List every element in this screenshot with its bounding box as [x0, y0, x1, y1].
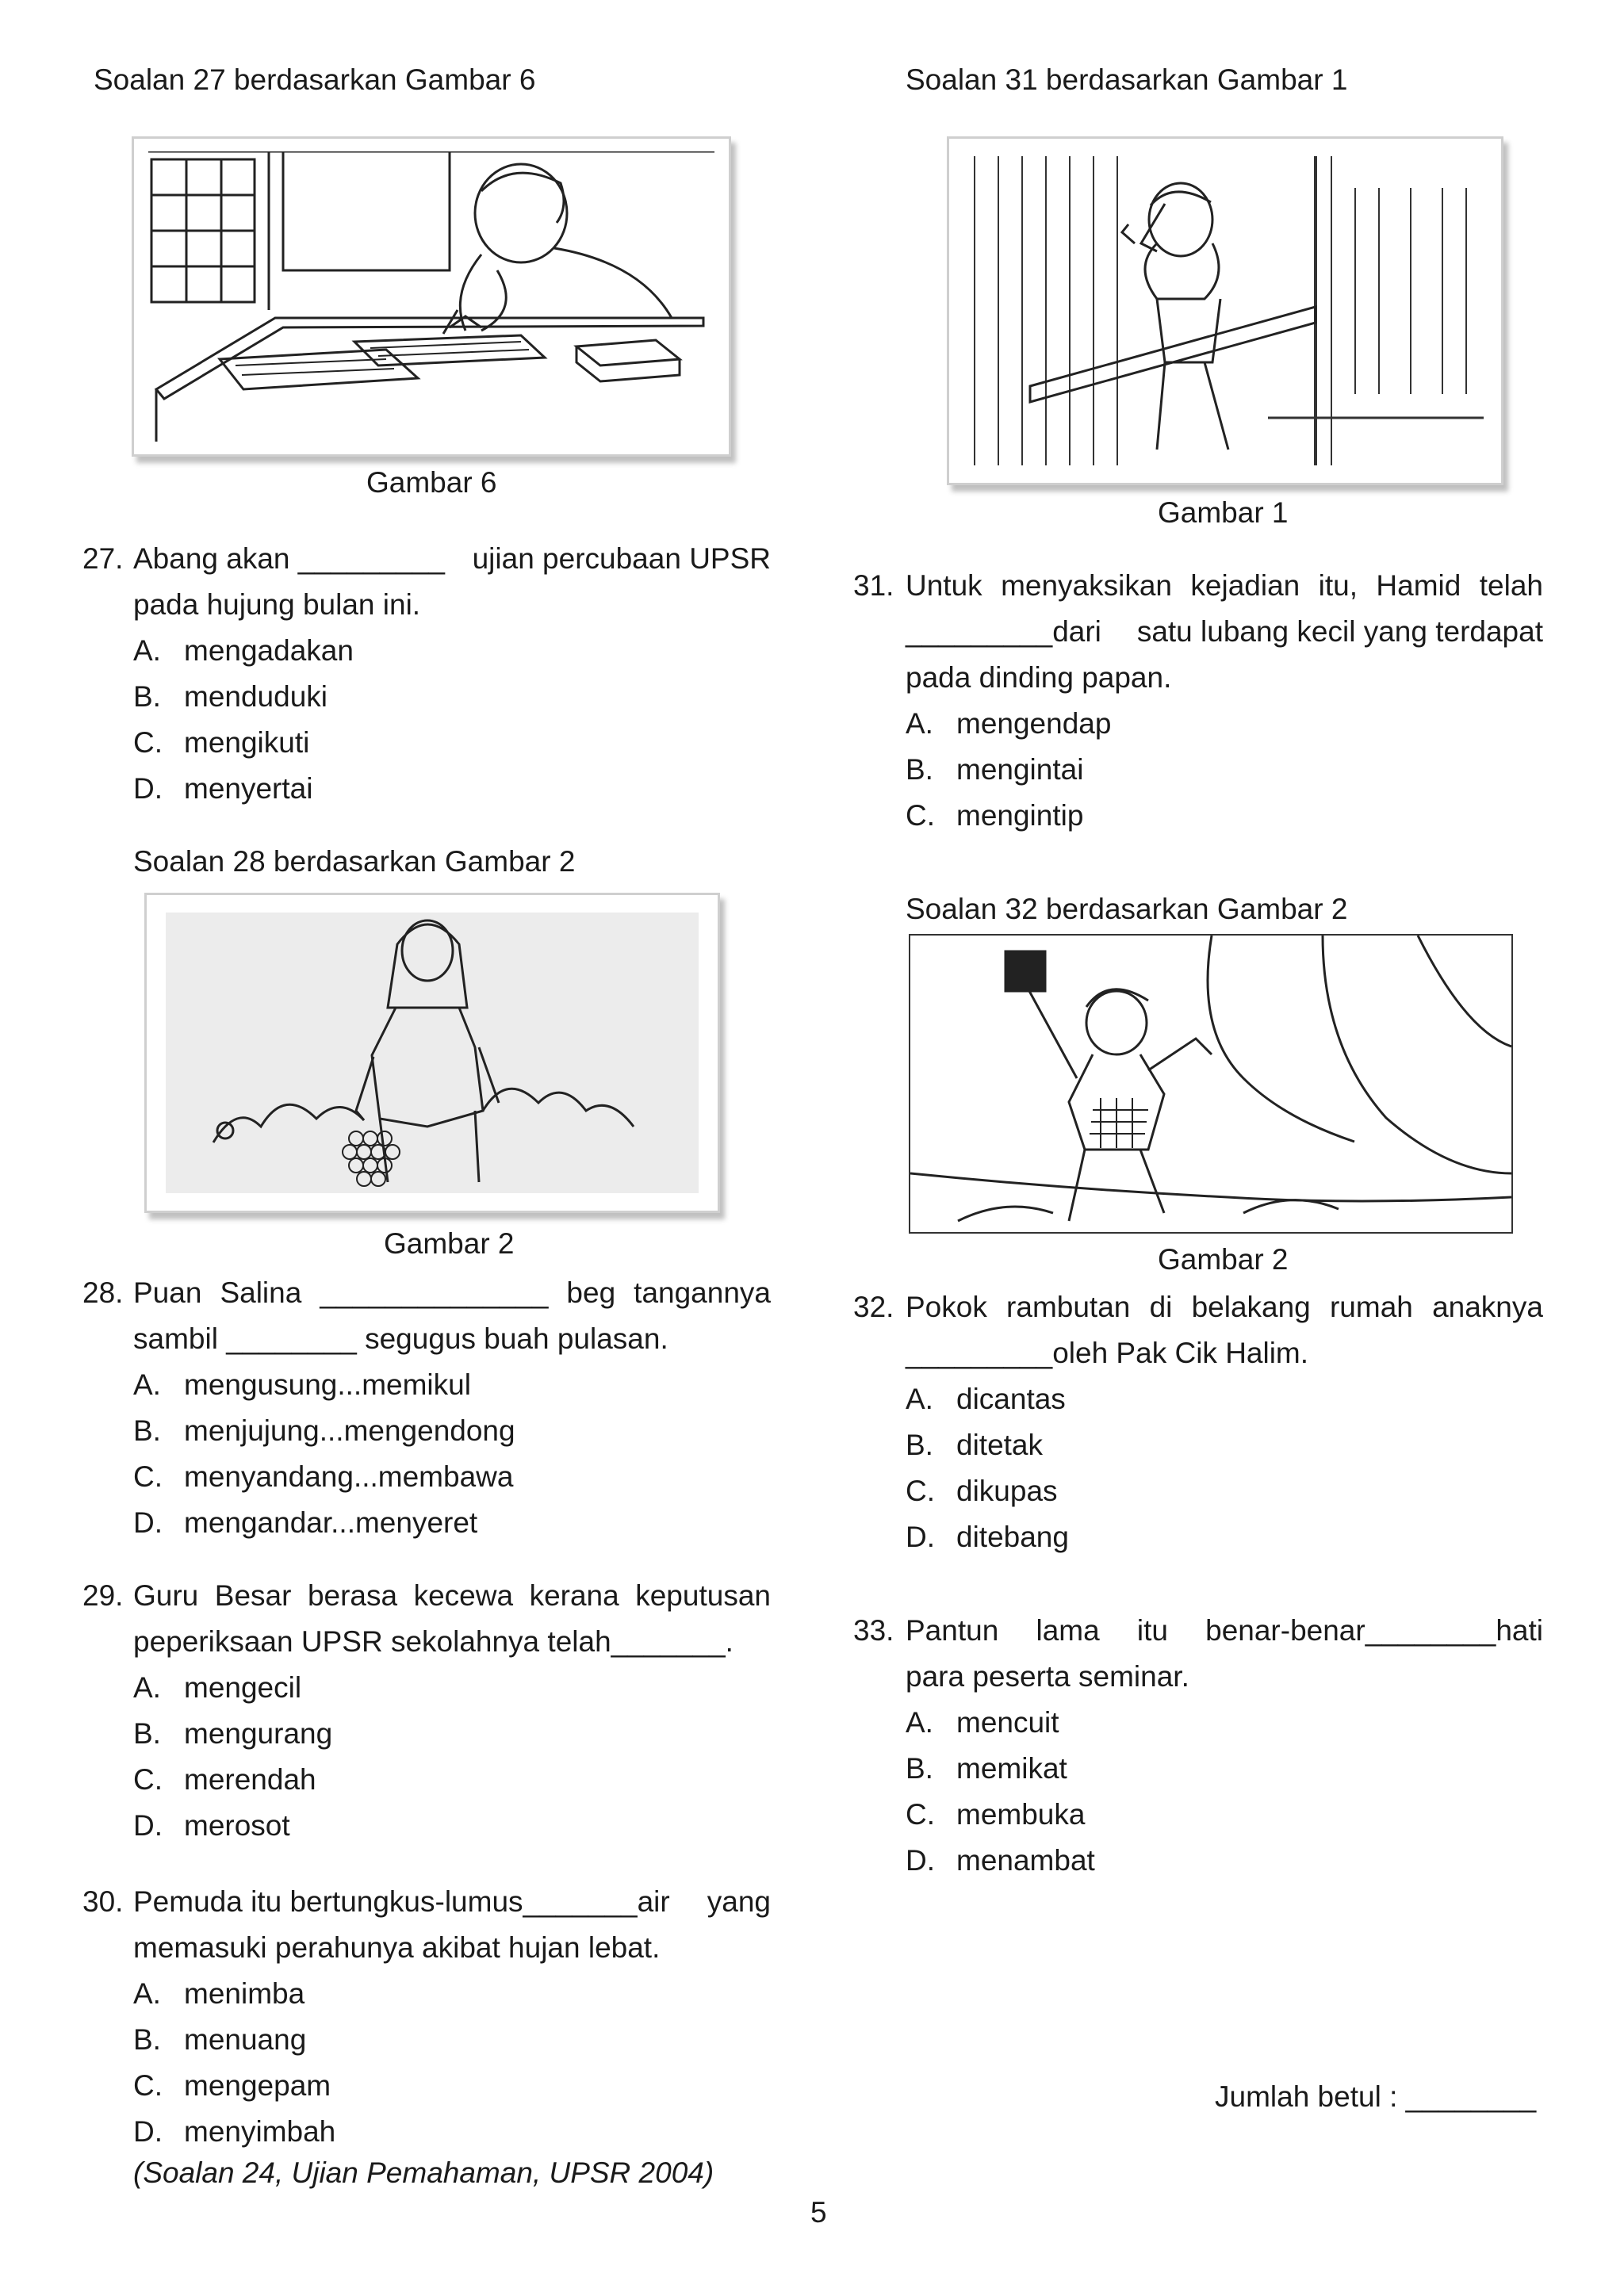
option-text: membuka	[956, 1798, 1086, 1831]
caption-gambar-2-right: Gambar 2	[1158, 1243, 1289, 1276]
option-letter: C.	[906, 1475, 935, 1507]
option-letter: D.	[133, 772, 163, 805]
question-number-27: 27.	[82, 542, 124, 575]
caption-gambar-1: Gambar 1	[1158, 496, 1289, 529]
option-text: ditetak	[956, 1429, 1044, 1461]
blank: ______________	[320, 1276, 549, 1309]
question-27-line-1	[133, 536, 771, 582]
illustration-man-chopping-tree	[910, 936, 1511, 1232]
word: Untuk	[906, 569, 982, 602]
word: Pokok	[906, 1291, 987, 1323]
word: Hamid	[1376, 569, 1461, 602]
question-29-line-1	[133, 1573, 771, 1619]
option-33-c[interactable]	[906, 1792, 1085, 1838]
question-number-33: 33.	[853, 1614, 894, 1647]
option-text: ditebang	[956, 1521, 1069, 1553]
question-30-line-2: memasuki perahunya akibat hujan lebat.	[133, 1931, 661, 1964]
option-letter: B.	[133, 680, 161, 713]
option-text: menimba	[184, 1977, 305, 2010]
option-text: mengendap	[956, 707, 1112, 740]
question-30-line-1	[133, 1879, 771, 1925]
option-29-b[interactable]	[133, 1711, 332, 1757]
question-33-line-2: para peserta seminar.	[906, 1660, 1189, 1693]
heading-soalan-28: Soalan 28 berdasarkan Gambar 2	[133, 845, 576, 878]
word: beg	[566, 1276, 616, 1309]
word: itu,	[1318, 569, 1358, 602]
option-letter: A.	[133, 1368, 161, 1401]
word: di	[1149, 1291, 1173, 1323]
option-31-a[interactable]	[906, 701, 1111, 747]
question-30-text-a: Pemuda itu bertungkus-lumus_______air	[133, 1885, 670, 1918]
option-text: menyimbah	[184, 2115, 336, 2148]
question-number-29: 29.	[82, 1579, 124, 1612]
option-32-d[interactable]	[906, 1514, 1069, 1560]
word: keputusan	[635, 1579, 771, 1612]
picture-frame-gambar-2-right	[909, 934, 1513, 1234]
option-letter: D.	[906, 1844, 935, 1877]
word: kerana	[529, 1579, 619, 1612]
option-letter: C.	[906, 799, 935, 832]
question-number-28: 28.	[82, 1276, 124, 1309]
option-27-a[interactable]	[133, 628, 354, 674]
word: menyaksikan	[1001, 569, 1172, 602]
option-letter: C.	[133, 1460, 163, 1493]
option-29-a[interactable]	[133, 1665, 301, 1711]
word: Puan	[133, 1276, 202, 1309]
question-31-line-2	[906, 609, 1543, 655]
option-text: menuang	[184, 2023, 307, 2056]
word: kejadian	[1190, 569, 1300, 602]
caption-gambar-6: Gambar 6	[366, 466, 497, 499]
option-letter: B.	[906, 753, 933, 786]
option-32-a[interactable]	[906, 1376, 1066, 1422]
question-30-text-b: yang	[707, 1885, 771, 1918]
option-32-c[interactable]	[906, 1468, 1058, 1514]
word: lama	[1036, 1614, 1100, 1647]
question-number-31: 31.	[853, 569, 894, 602]
question-32-line-1	[906, 1284, 1543, 1330]
word: Besar	[214, 1579, 292, 1612]
option-letter: B.	[906, 1752, 933, 1785]
option-letter: A.	[133, 1977, 161, 2010]
question-27-text-b: ujian percubaan UPSR	[472, 542, 771, 575]
option-text: mengadakan	[184, 634, 354, 667]
option-text: mengintip	[956, 799, 1084, 832]
illustration-boy-peeking	[967, 156, 1484, 465]
question-29-line-2: peperiksaan UPSR sekolahnya telah_______.	[133, 1625, 733, 1658]
option-text: menambat	[956, 1844, 1095, 1877]
option-text: mengandar...menyeret	[184, 1506, 478, 1539]
option-letter: D.	[906, 1521, 935, 1553]
option-text: menyertai	[184, 772, 313, 805]
word: Pantun	[906, 1614, 999, 1647]
option-letter: D.	[133, 1506, 163, 1539]
option-letter: C.	[133, 726, 163, 759]
option-text: mencuit	[956, 1706, 1059, 1739]
option-28-c[interactable]	[133, 1454, 513, 1500]
heading-soalan-31: Soalan 31 berdasarkan Gambar 1	[906, 63, 1348, 96]
option-letter: C.	[133, 1763, 163, 1796]
option-27-d[interactable]	[133, 766, 312, 812]
question-32-line-2: _________oleh Pak Cik Halim.	[906, 1337, 1309, 1369]
illustration-student-studying	[148, 151, 714, 442]
option-letter: B.	[133, 2023, 161, 2056]
word: telah	[1479, 569, 1543, 602]
option-33-b[interactable]	[906, 1746, 1067, 1792]
option-28-d[interactable]	[133, 1500, 477, 1546]
word: kecewa	[413, 1579, 514, 1612]
score-field[interactable]: Jumlah betul : ________	[1215, 2080, 1537, 2113]
source-citation: (Soalan 24, Ujian Pemahaman, UPSR 2004)	[133, 2156, 714, 2189]
question-27-line-2: pada hujung bulan ini.	[133, 588, 421, 621]
option-27-c[interactable]	[133, 720, 309, 766]
option-28-a[interactable]	[133, 1362, 471, 1408]
option-31-b[interactable]	[906, 747, 1083, 793]
word: Guru	[133, 1579, 199, 1612]
option-text: merosot	[184, 1809, 290, 1842]
word: rambutan	[1006, 1291, 1131, 1323]
option-27-b[interactable]	[133, 674, 327, 720]
word: benar-benar________hati	[1205, 1614, 1543, 1647]
caption-gambar-2-left: Gambar 2	[384, 1227, 515, 1260]
picture-frame-gambar-6	[132, 136, 731, 457]
word: berasa	[307, 1579, 398, 1612]
question-28-line-2: sambil ________ segugus buah pulasan.	[133, 1322, 668, 1355]
option-letter: A.	[906, 1706, 933, 1739]
question-31-line-1	[906, 563, 1543, 609]
picture-frame-gambar-2-left	[144, 893, 720, 1213]
word: Salina	[220, 1276, 302, 1309]
option-letter: A.	[133, 1671, 161, 1704]
option-30-b[interactable]	[133, 2017, 306, 2063]
option-31-c[interactable]	[906, 793, 1083, 839]
option-text: menyandang...membawa	[184, 1460, 514, 1493]
option-letter: D.	[133, 1809, 163, 1842]
illustration-woman-carrying-fruit	[166, 913, 699, 1193]
option-33-a[interactable]	[906, 1700, 1059, 1746]
word: anaknya	[1432, 1291, 1543, 1323]
picture-frame-gambar-1	[947, 136, 1503, 485]
question-number-32: 32.	[853, 1291, 894, 1323]
page-number: 5	[810, 2196, 827, 2229]
question-31-line-3: pada dinding papan.	[906, 661, 1172, 694]
option-text: mengurang	[184, 1717, 333, 1750]
option-text: menjujung...mengendong	[184, 1414, 515, 1447]
option-letter: B.	[906, 1429, 933, 1461]
word: rumah	[1329, 1291, 1413, 1323]
option-33-d[interactable]	[906, 1838, 1095, 1884]
option-text: mengusung...memikul	[184, 1368, 471, 1401]
option-text: merendah	[184, 1763, 316, 1796]
question-33-line-1	[906, 1608, 1543, 1654]
option-29-c[interactable]	[133, 1757, 316, 1803]
word: belakang	[1191, 1291, 1311, 1323]
option-30-d[interactable]	[133, 2109, 335, 2155]
option-28-b[interactable]	[133, 1408, 515, 1454]
option-29-d[interactable]	[133, 1803, 290, 1849]
word: tangannya	[634, 1276, 771, 1309]
question-31-text-b: satu lubang kecil yang terdapat	[1136, 615, 1543, 648]
option-letter: C.	[133, 2069, 163, 2102]
option-30-c[interactable]	[133, 2063, 331, 2109]
option-text: mengikuti	[184, 726, 310, 759]
question-27-text-a: Abang akan _________	[133, 542, 445, 575]
option-text: mengecil	[184, 1671, 302, 1704]
option-text: memikat	[956, 1752, 1067, 1785]
heading-soalan-32: Soalan 32 berdasarkan Gambar 2	[906, 893, 1348, 925]
option-32-b[interactable]	[906, 1422, 1043, 1468]
heading-soalan-27: Soalan 27 berdasarkan Gambar 6	[94, 63, 536, 96]
question-28-line-1	[133, 1270, 771, 1316]
option-30-a[interactable]	[133, 1971, 304, 2017]
option-text: menduduki	[184, 680, 328, 713]
option-letter: B.	[133, 1414, 161, 1447]
option-text: dicantas	[956, 1383, 1066, 1415]
option-letter: A.	[906, 707, 933, 740]
option-text: mengepam	[184, 2069, 331, 2102]
option-text: mengintai	[956, 753, 1084, 786]
question-number-30: 30.	[82, 1885, 124, 1918]
option-letter: B.	[133, 1717, 161, 1750]
option-letter: A.	[133, 634, 161, 667]
option-letter: D.	[133, 2115, 163, 2148]
option-text: dikupas	[956, 1475, 1058, 1507]
question-31-text-a: _________dari	[906, 615, 1101, 648]
option-letter: A.	[906, 1383, 933, 1415]
option-letter: C.	[906, 1798, 935, 1831]
word: itu	[1136, 1614, 1168, 1647]
